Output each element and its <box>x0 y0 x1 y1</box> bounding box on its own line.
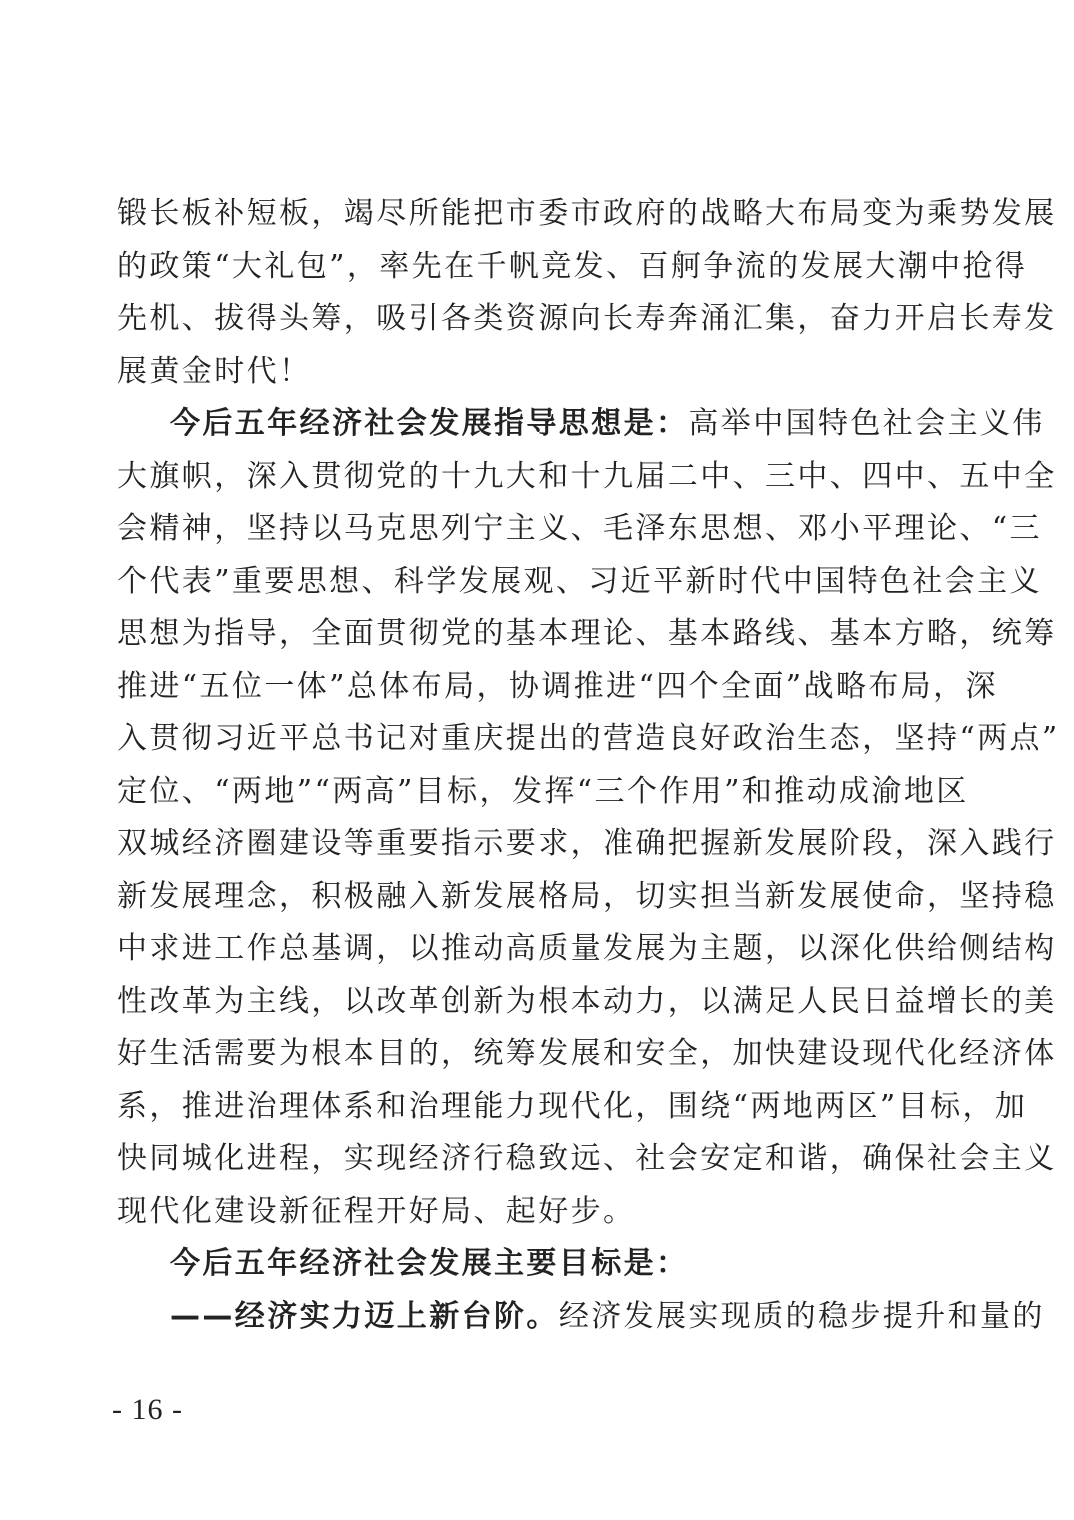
paragraph-2-line-4: 个代表”重要思想、科学发展观、习近平新时代中国特色社会主义 <box>117 563 1042 599</box>
paragraph-2-line-13: 好生活需要为根本目的，统筹发展和安全，加快建设现代化经济体 <box>117 1036 1057 1071</box>
paragraph-2-line-1 <box>117 398 1045 451</box>
paragraph-2-line-3: 会精神，坚持以马克思列宁主义、毛泽东思想、邓小平理论、“三 <box>117 511 1042 546</box>
paragraph-2-line-16: 现代化建设新征程开好局、起好步。 <box>117 1193 636 1229</box>
paragraph-2-line-5: 思想为指导，全面贯彻党的基本理论、基本路线、基本方略，统筹 <box>117 616 1057 651</box>
paragraph-2-line-14: 系，推进治理体系和治理能力现代化，围绕“两地两区”目标，加 <box>117 1088 1028 1124</box>
paragraph-4-line-1 <box>117 1291 1045 1344</box>
paragraph-2-line-1-text: 高举中国特色社会主义伟 <box>688 406 1045 441</box>
paragraph-2-line-2: 大旗帜，深入贯彻党的十九大和十九届二中、三中、四中、五中全 <box>117 458 1057 494</box>
paragraph-2-line-8: 定位、“两地”“两高”目标，发挥“三个作用”和推动成渝地区 <box>117 773 969 809</box>
document-body <box>117 188 1060 1343</box>
paragraph-3-line-1 <box>117 1238 957 1291</box>
paragraph-1-line-4: 展黄金时代！ <box>117 353 312 389</box>
paragraph-1-line-2: 的政策“大礼包”，率先在千帆竞发、百舸争流的发展大潮中抢得 <box>117 248 1028 284</box>
paragraph-2-line-11: 中求进工作总基调，以推动高质量发展为主题，以深化供给侧结构 <box>117 931 1057 966</box>
economic-strength-heading: ——经济实力迈上新台阶。 <box>170 1298 559 1334</box>
paragraph-2-line-7: 入贯彻习近平总书记对重庆提出的营造良好政治生态，坚持“两点” <box>117 721 1060 756</box>
paragraph-1-line-3: 先机、拔得头筹，吸引各类资源向长寿奔涌汇集，奋力开启长寿发 <box>117 301 1057 336</box>
paragraph-2-line-12: 性改革为主线，以改革创新为根本动力，以满足人民日益增长的美 <box>117 983 1057 1019</box>
paragraph-2-line-9: 双城经济圈建设等重要指示要求，准确把握新发展阶段，深入践行 <box>117 826 1057 861</box>
paragraph-4-line-1-text: 经济发展实现质的稳步提升和量的 <box>558 1298 1045 1334</box>
main-goals-heading: 今后五年经济社会发展主要目标是： <box>170 1246 689 1281</box>
page-number: - 16 - <box>112 1393 183 1426</box>
paragraph-1-line-1: 锻长板补短板，竭尽所能把市委市政府的战略大布局变为乘势发展 <box>117 196 1057 231</box>
guiding-ideology-heading: 今后五年经济社会发展指导思想是： <box>170 406 689 441</box>
paragraph-2-line-15: 快同城化进程，实现经济行稳致远、社会安定和谐，确保社会主义 <box>117 1141 1057 1176</box>
paragraph-2-line-10: 新发展理念，积极融入新发展格局，切实担当新发展使命，坚持稳 <box>117 878 1057 914</box>
paragraph-2-line-6: 推进“五位一体”总体布局，协调推进“四个全面”战略布局，深 <box>117 668 998 704</box>
